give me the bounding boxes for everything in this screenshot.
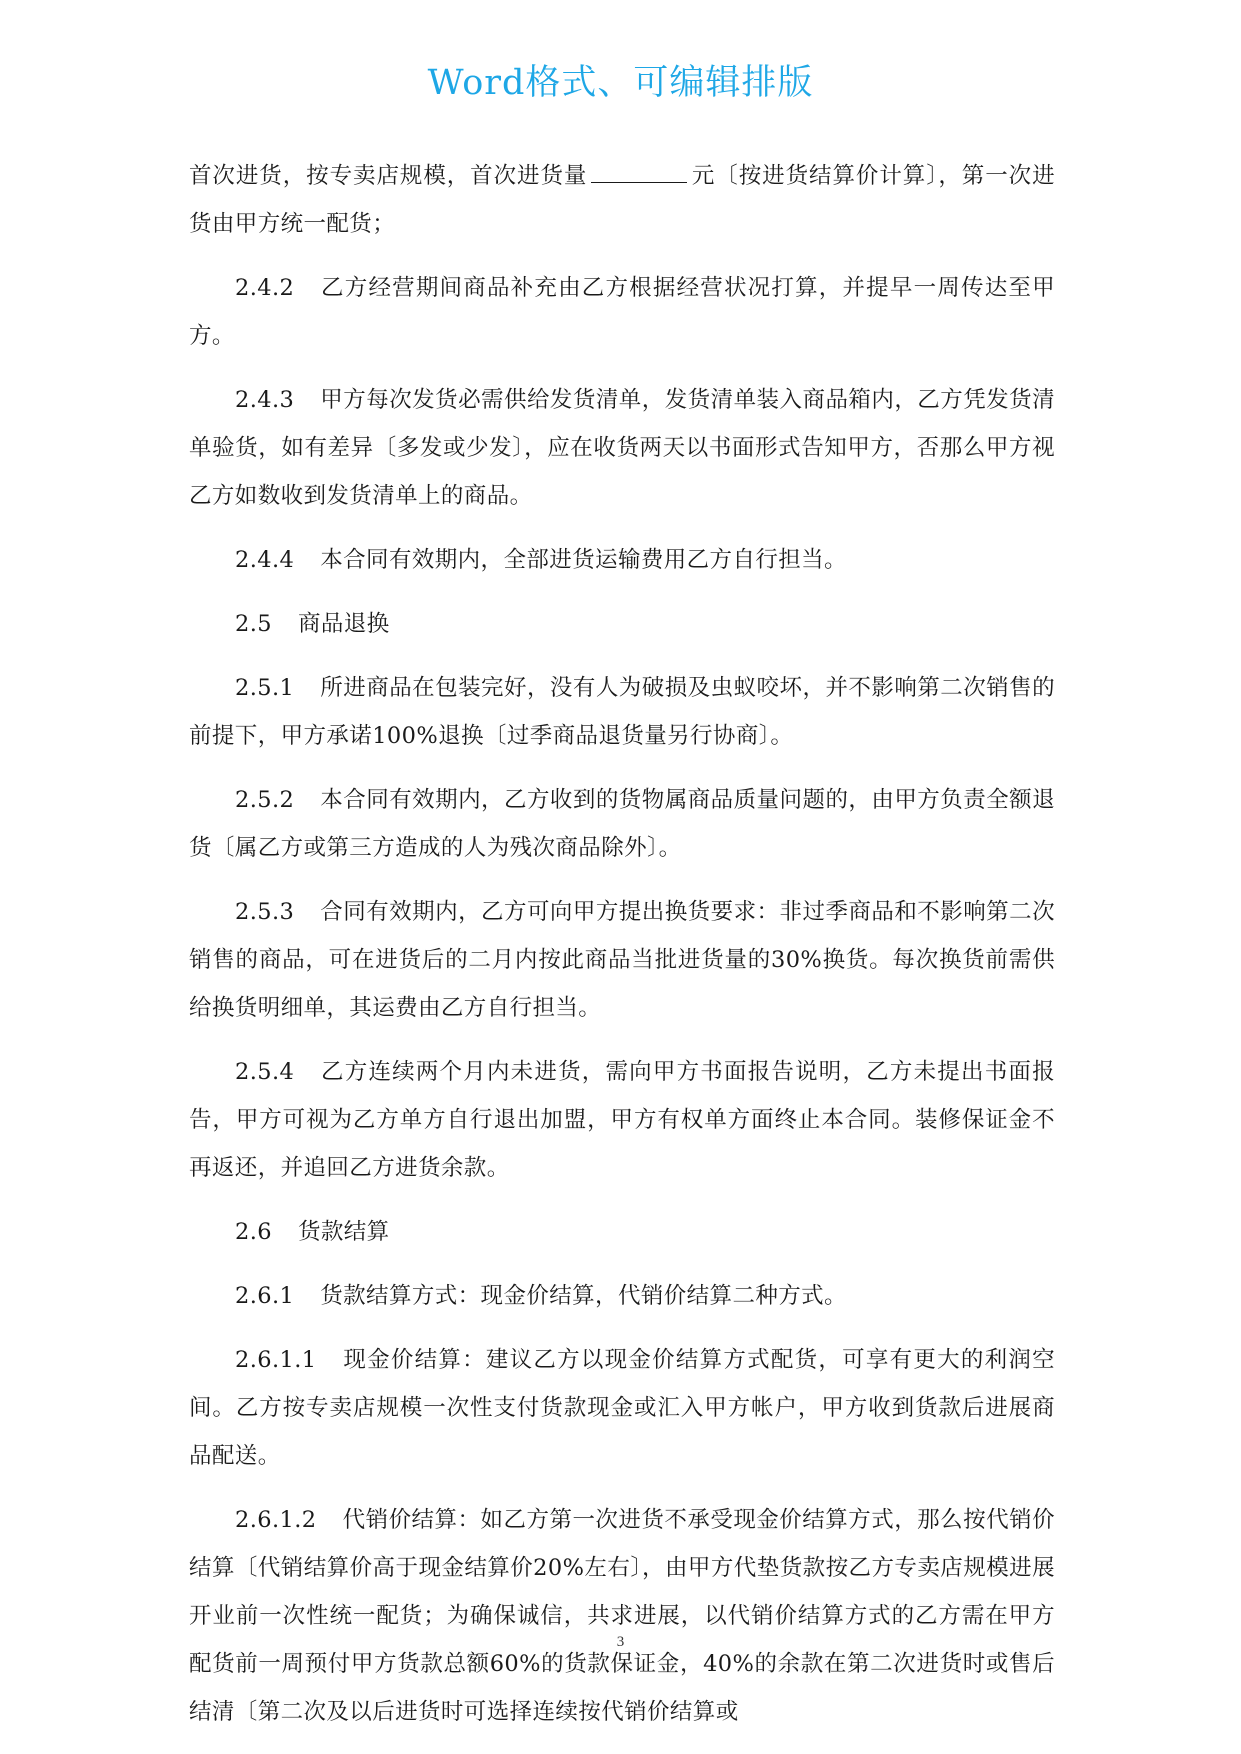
clause-number: 2.4.3 [235, 387, 295, 413]
clause-number: 2.6.1.1 [235, 1347, 317, 1373]
clause-text: 本合同有效期内，全部进货运输费用乙方自行担当。 [320, 547, 847, 573]
clause-2-5-2 [189, 776, 1055, 872]
clause-2-4-2 [189, 264, 1055, 360]
clause-number: 2.6 [235, 1219, 272, 1245]
clause-2-4-4 [189, 536, 1055, 584]
clause-text: 货款结算 [297, 1219, 390, 1245]
clause-number: 2.5 [235, 611, 272, 637]
clause-2-5-3 [189, 888, 1055, 1032]
clause-text: 合同有效期内，乙方可向甲方提出换货要求：非过季商品和不影响第二次销售的商品，可在进货后的二月内按此商品当批进货量的30%换货。每次换货前需供给换货明细单，其运费由乙方自行担当。 [189, 899, 1055, 1021]
clause-text: 所进商品在包装完好，没有人为破损及虫蚁咬坏，并不影响第二次销售的前提下，甲方承诺100%退换〔过季商品退货量另行协商〕。 [189, 675, 1055, 749]
clause-text: 乙方经营期间商品补充由乙方根据经营状况打算，并提早一周传达至甲方。 [189, 275, 1055, 349]
clause-2-5-4 [189, 1048, 1055, 1192]
clause-text: 本合同有效期内，乙方收到的货物属商品质量问题的，由甲方负责全额退货〔属乙方或第三方造成的人为残次商品除外〕。 [189, 787, 1055, 861]
clause-number: 2.5.2 [235, 787, 295, 813]
clause-number: 2.6.1 [235, 1283, 295, 1309]
section-2-6-heading [189, 1208, 1055, 1256]
clause-number: 2.5.4 [235, 1059, 295, 1085]
clause-text: 现金价结算：建议乙方以现金价结算方式配货，可享有更大的利润空间。乙方按专卖店规模一次性支付货款现金或汇入甲方帐户，甲方收到货款后进展商品配送。 [189, 1347, 1055, 1469]
clause-text: 甲方每次发货必需供给发货清单，发货清单装入商品箱内，乙方凭发货清单验货，如有差异〔多发或少发〕，应在收货两天以书面形式告知甲方，否那么甲方视乙方如数收到发货清单上的商品。 [189, 387, 1055, 509]
clause-text: 乙方连续两个月内未进货，需向甲方书面报告说明，乙方未提出书面报告，甲方可视为乙方单方自行退出加盟，甲方有权单方面终止本合同。装修保证金不再返还，并追回乙方进货余款。 [189, 1059, 1055, 1181]
clause-number: 2.4.2 [235, 275, 295, 301]
intro-paragraph [189, 152, 1055, 248]
clause-2-5-1 [189, 664, 1055, 760]
clause-number: 2.5.1 [235, 675, 295, 701]
intro-text-after: 元〔按进货结算价计算〕，第一次进货由甲方统一配货； [189, 163, 1055, 237]
page-header-title: Word格式、可编辑排版 [427, 63, 814, 103]
fill-in-blank [591, 156, 687, 183]
clause-2-6-1 [189, 1272, 1055, 1320]
clause-text: 商品退换 [297, 611, 390, 637]
clause-number: 2.4.4 [235, 547, 295, 573]
clause-number: 2.5.3 [235, 899, 295, 925]
clause-2-6-1-1 [189, 1336, 1055, 1480]
intro-text-before: 首次进货，按专卖店规模，首次进货量 [189, 163, 588, 189]
clause-number: 2.6.1.2 [235, 1507, 317, 1533]
clause-2-6-1-2 [189, 1496, 1055, 1736]
clause-text: 货款结算方式：现金价结算，代销价结算二种方式。 [320, 1283, 847, 1309]
page-number: 3 [616, 1634, 625, 1650]
clause-text: 代销价结算：如乙方第一次进货不承受现金价结算方式，那么按代销价结算〔代销结算价高于现金结算价20%左右〕，由甲方代垫货款按乙方专卖店规模进展开业前一次性统一配货；为确保诚信，共求进展，以代销价结算方式的乙方需在甲方配货前一周预付甲方货款总额60%的货款保证金，40%的余款在第二次进货时或售后结清〔第二次及以后进货时可选择连续按代销价结算或 [189, 1507, 1055, 1725]
section-2-5-heading [189, 600, 1055, 648]
clause-2-4-3 [189, 376, 1055, 520]
document-body [189, 152, 1055, 1752]
